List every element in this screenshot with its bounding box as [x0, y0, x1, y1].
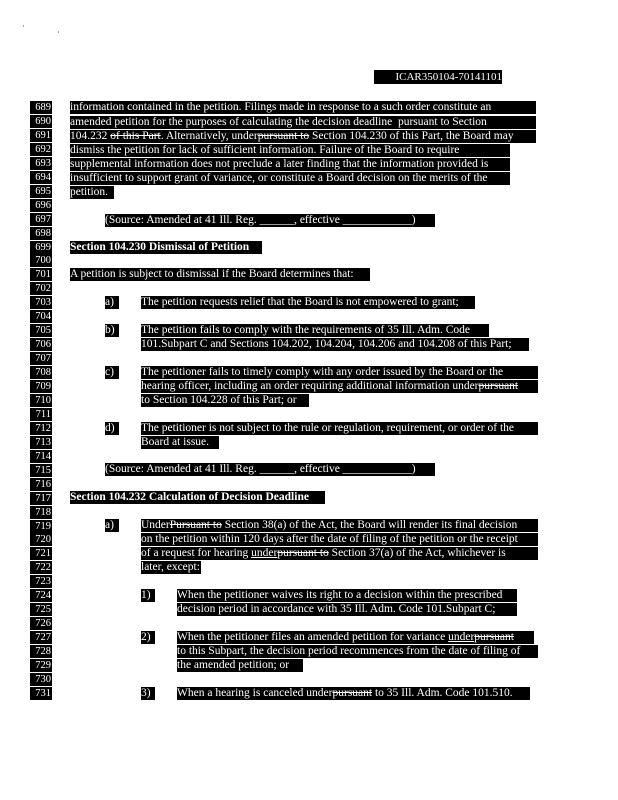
subitem-text-1-line1: When the petitioner waives its right to a decision within the prescribed	[177, 589, 517, 602]
text-line-694: insufficient to support grant of variance, or constitute a Board decision on the merits of the	[70, 172, 510, 185]
text-segment: amended petition for the purposes of calculating the decision deadline	[70, 116, 393, 128]
line-number: 730	[30, 673, 52, 686]
item-text-c-line3: to Section 104.228 of this Part; or	[141, 394, 309, 407]
document-code: ICAR350104-70141101	[374, 70, 502, 84]
text-line-690	[70, 116, 536, 129]
line-number: 714	[30, 450, 52, 463]
item-label-a: a)	[105, 519, 119, 532]
text-segment: When a hearing is canceled under	[177, 687, 333, 699]
text-line-692: dismiss the petition for lack of sufficient information. Failure of the Board to require	[70, 144, 510, 157]
line-number: 719	[30, 520, 52, 533]
text-line-693: supplemental information does not preclude a later finding that the information provided is	[70, 158, 510, 171]
text-segment: 104.232	[70, 130, 108, 142]
subitem-text-2-line1	[177, 631, 534, 644]
line-number: 729	[30, 659, 52, 672]
deleted-text: pursuant	[478, 380, 519, 392]
inserted-text: under	[448, 631, 475, 643]
line-number: 710	[30, 394, 52, 407]
line-number: 721	[30, 547, 52, 560]
subitem-text-2-line3: the amended petition; or	[177, 659, 303, 672]
line-number: 697	[30, 213, 52, 226]
text-segment: hearing officer, including an order requiring additional information under	[141, 380, 479, 392]
item-text-a-line4: later, except:	[141, 561, 200, 573]
subitem-text-2-line2: to this Subpart, the decision period recommences from the date of filing of	[177, 645, 538, 658]
item-text-d-line2: Board at issue.	[141, 436, 219, 449]
text-segment: When the petitioner files an amended petition for variance	[177, 631, 449, 643]
line-number: 728	[30, 645, 52, 658]
deleted-text: pursuant to	[277, 547, 329, 559]
section-heading-104-230: Section 104.230 Dismissal of Petition	[70, 241, 262, 254]
section-intro: A petition is subject to dismissal if the Board determines that:	[70, 268, 370, 281]
source-note-1: (Source: Amended at 41 Ill. Reg. ______, effective ____________)	[105, 214, 435, 227]
line-number: 715	[30, 464, 52, 477]
subitem-label-3: 3)	[141, 687, 155, 700]
text-line-689: information contained in the petition. Filings made in response to a such order constitute an	[70, 101, 536, 114]
line-number: 720	[30, 533, 52, 546]
item-label-d: d)	[105, 422, 119, 435]
line-number: 701	[30, 268, 52, 281]
text-segment: Under	[141, 519, 170, 531]
line-number: 696	[30, 199, 52, 212]
line-number: 700	[30, 254, 52, 267]
line-number: 690	[30, 115, 52, 128]
line-number: 702	[30, 282, 52, 295]
line-number: 731	[30, 687, 52, 700]
line-number: 712	[30, 422, 52, 435]
line-number: 704	[30, 310, 52, 323]
line-number: 705	[30, 324, 52, 337]
scan-speck: ·	[22, 22, 25, 31]
item-text-a-line3	[141, 547, 538, 560]
text-segment: pursuant to Section	[397, 116, 487, 128]
line-number: 727	[30, 631, 52, 644]
text-segment: of a request for hearing	[141, 547, 252, 559]
subitem-label-1: 1)	[141, 589, 155, 602]
line-number: 726	[30, 617, 52, 630]
line-number: 723	[30, 575, 52, 588]
item-label-a: a)	[105, 296, 119, 309]
subitem-text-1-line2: decision period in accordance with 35 Ill. Adm. Code 101.Subpart C;	[177, 603, 517, 616]
deleted-text: pursuant	[332, 687, 373, 699]
item-text-b-line1: The petition fails to comply with the requirements of 35 Ill. Adm. Code	[141, 324, 489, 337]
item-text-a-line2: on the petition within 120 days after the date of filing of the petition or the receipt	[141, 533, 538, 546]
deleted-text: pursuant	[474, 631, 514, 643]
item-text-d-line1: The petitioner is not subject to the rule or regulation, requirement, or order of the	[141, 422, 538, 435]
item-label-b: b)	[105, 324, 119, 337]
line-number: 713	[30, 436, 52, 449]
scan-speck: ·	[57, 28, 60, 37]
deleted-text: of this Part	[110, 130, 161, 142]
item-text-c-line2	[141, 380, 538, 393]
item-label-c: c)	[105, 366, 119, 379]
line-number: 694	[30, 171, 52, 184]
item-text-b-line2: 101.Subpart C and Sections 104.202, 104.204, 104.206 and 104.208 of this Part;	[141, 338, 529, 351]
line-number: 722	[30, 561, 52, 574]
text-segment: Section 37(a) of the Act, whichever is	[328, 547, 506, 559]
text-segment: Section 38(a) of the Act, the Board will render its final decision	[221, 519, 518, 531]
line-number: 725	[30, 603, 52, 616]
subitem-label-2: 2)	[141, 631, 155, 644]
section-heading-104-232: Section 104.232 Calculation of Decision Deadline	[70, 491, 325, 504]
subitem-text-3-line1	[177, 687, 530, 700]
line-number: 711	[30, 408, 52, 421]
line-number: 707	[30, 352, 52, 365]
line-number: 708	[30, 366, 52, 379]
line-number: 709	[30, 380, 52, 393]
deleted-text: pursuant to	[257, 130, 310, 142]
item-text-a-line1	[141, 519, 538, 532]
source-note-2: (Source: Amended at 41 Ill. Reg. ______, effective ____________)	[105, 463, 435, 476]
text-line-695: petition.	[70, 186, 114, 199]
item-text-a: The petition requests relief that the Board is not empowered to grant;	[141, 296, 475, 309]
text-line-691	[70, 130, 536, 143]
line-number: 718	[30, 506, 52, 519]
inserted-text: under	[251, 547, 278, 559]
line-number: 698	[30, 227, 52, 240]
line-number: 699	[30, 241, 52, 254]
line-number: 691	[30, 129, 52, 142]
text-segment: Section 104.230 of this Part, the Board may	[309, 130, 514, 142]
item-text-c-line1: The petitioner fails to timely comply with any order issued by the Board or the	[141, 366, 538, 379]
line-number: 717	[30, 492, 52, 505]
line-number: 695	[30, 185, 52, 198]
line-number: 716	[30, 478, 52, 491]
line-number: 689	[30, 101, 52, 114]
text-segment: . Alternatively, under	[160, 130, 258, 142]
line-number: 692	[30, 143, 52, 156]
line-number: 706	[30, 338, 52, 351]
line-number: 724	[30, 589, 52, 602]
deleted-text: Pursuant to	[169, 519, 222, 531]
line-number: 693	[30, 157, 52, 170]
line-number: 703	[30, 296, 52, 309]
text-segment: to 35 Ill. Adm. Code 101.510.	[372, 687, 513, 699]
